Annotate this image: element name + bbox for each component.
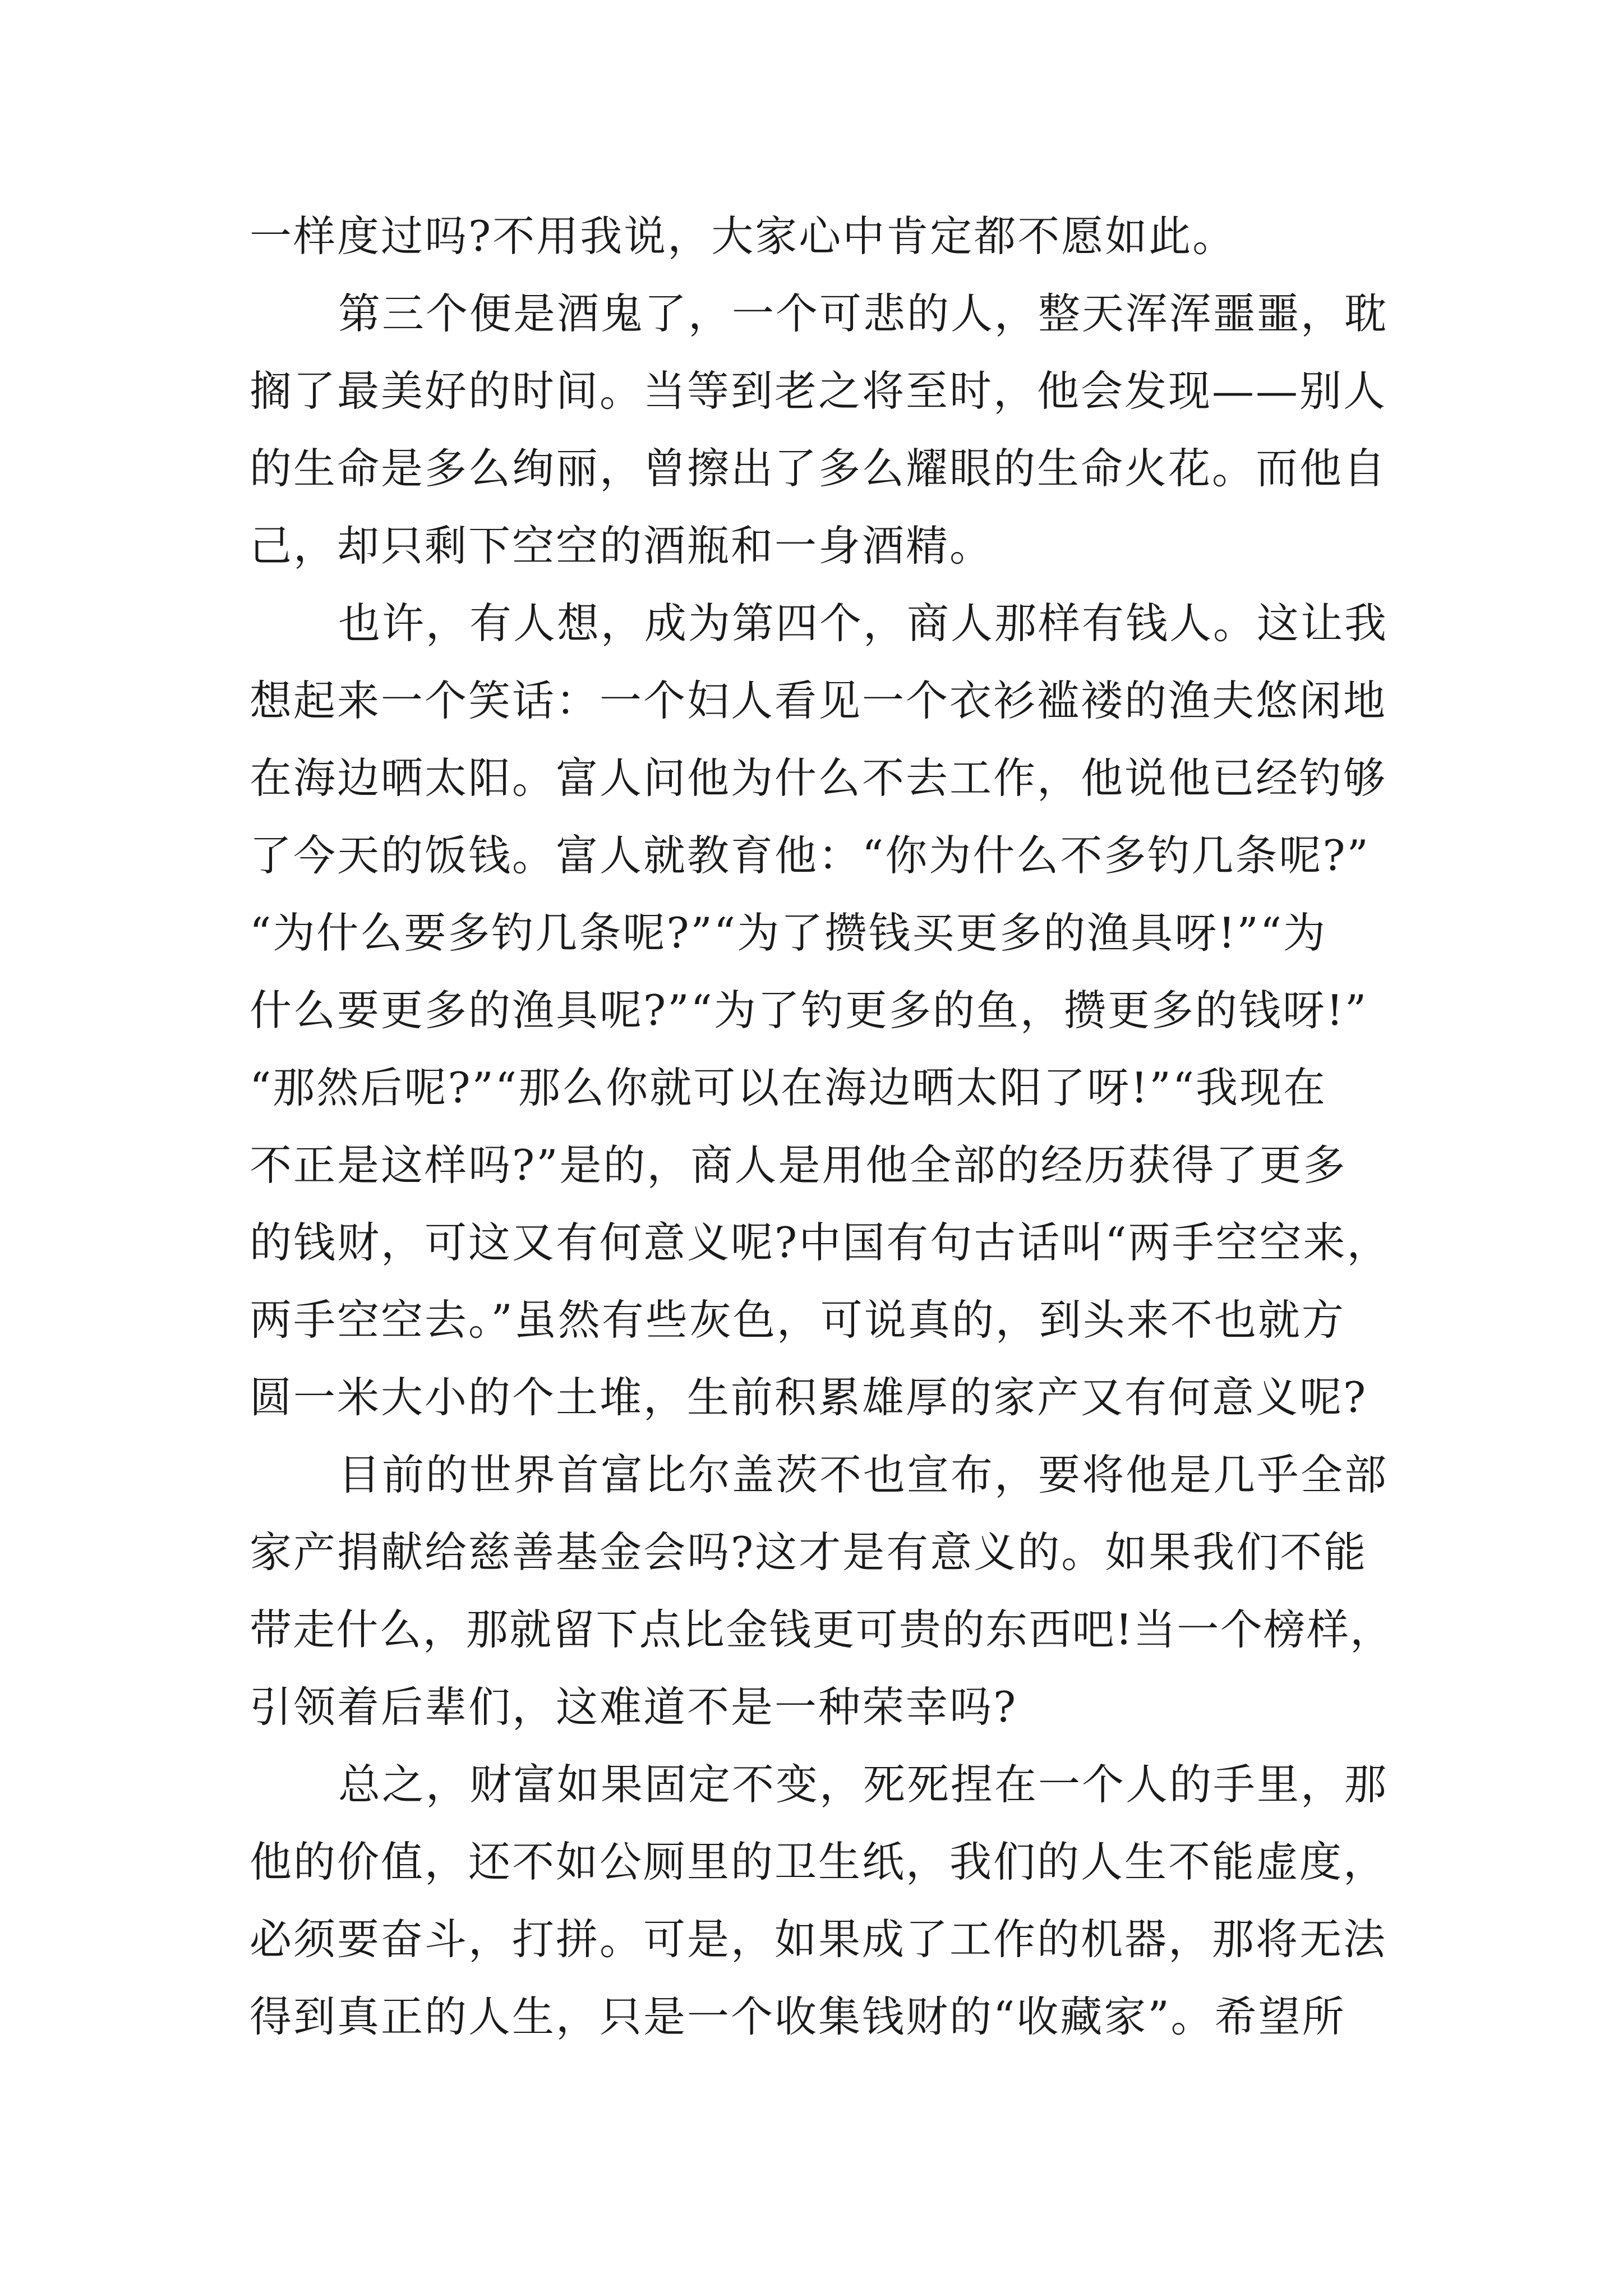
text-line: 也许，有人想，成为第四个，商人那样有钱人。这让我 [338,599,1389,648]
text-line: 圆一米大小的个土堆，生前积累雄厚的家产又有何意义呢? [250,1373,1368,1422]
body-text [250,197,1394,2055]
text-line: 什么要更多的渔具呢?”“为了钓更多的鱼，攒更多的钱呀!” [250,986,1368,1035]
text-line: 在海边晒太阳。富人问他为什么不去工作，他说他已经钓够 [250,753,1387,803]
text-line: 家产捐献给慈善基金会吗?这才是有意义的。如果我们不能 [250,1527,1368,1577]
text-line: 的钱财，可这又有何意义呢?中国有句古话叫“两手空空来， [250,1218,1391,1267]
text-line: 一样度过吗?不用我说，大家心中肯定都不愿如此。 [250,211,1237,261]
text-line: 不正是这样吗?”是的，商人是用他全部的经历获得了更多 [250,1140,1347,1190]
text-line: 带走什么，那就留下点比金钱更可贵的东西吧!当一个榜样， [250,1605,1394,1654]
text-line: 己，却只剩下空空的酒瓶和一身酒精。 [250,521,994,570]
text-line: 他的价值，还不如公厕里的卫生纸，我们的人生不能虚度， [250,1837,1387,1887]
text-line: 必须要奋斗，打拼。可是，如果成了工作的机器，那将无法 [250,1915,1387,1964]
text-line: 引领着后辈们，这难道不是一种荣幸吗? [250,1682,1018,1732]
text-line: 得到真正的人生，只是一个收集钱财的“收藏家”。希望所 [250,1992,1346,2041]
text-line: 了今天的饭钱。富人就教育他：“你为什么不多钓几条呢?” [250,831,1370,880]
text-line: 想起来一个笑话：一个妇人看见一个衣衫褴褛的渔夫悠闲地 [250,676,1387,725]
text-line: “为什么要多钓几条呢?”“为了攒钱买更多的渔具呀!”“为 [250,908,1327,958]
text-line: 第三个便是酒鬼了，一个可悲的人，整天浑浑噩噩，耽 [338,289,1389,338]
text-line: “那然后呢?”“那么你就可以在海边晒太阳了呀!”“我现在 [250,1063,1327,1112]
text-line: 的生命是多么绚丽，曾擦出了多么耀眼的生命火花。而他自 [250,444,1387,493]
text-line: 总之，财富如果固定不变，死死捏在一个人的手里，那 [338,1760,1389,1809]
text-line: 搁了最美好的时间。当等到老之将至时，他会发现——别人 [250,366,1387,416]
text-line: 两手空空去。”虽然有些灰色，可说真的，到头来不也就方 [250,1295,1345,1345]
text-line: 目前的世界首富比尔盖茨不也宣布，要将他是几乎全部 [338,1450,1389,1499]
